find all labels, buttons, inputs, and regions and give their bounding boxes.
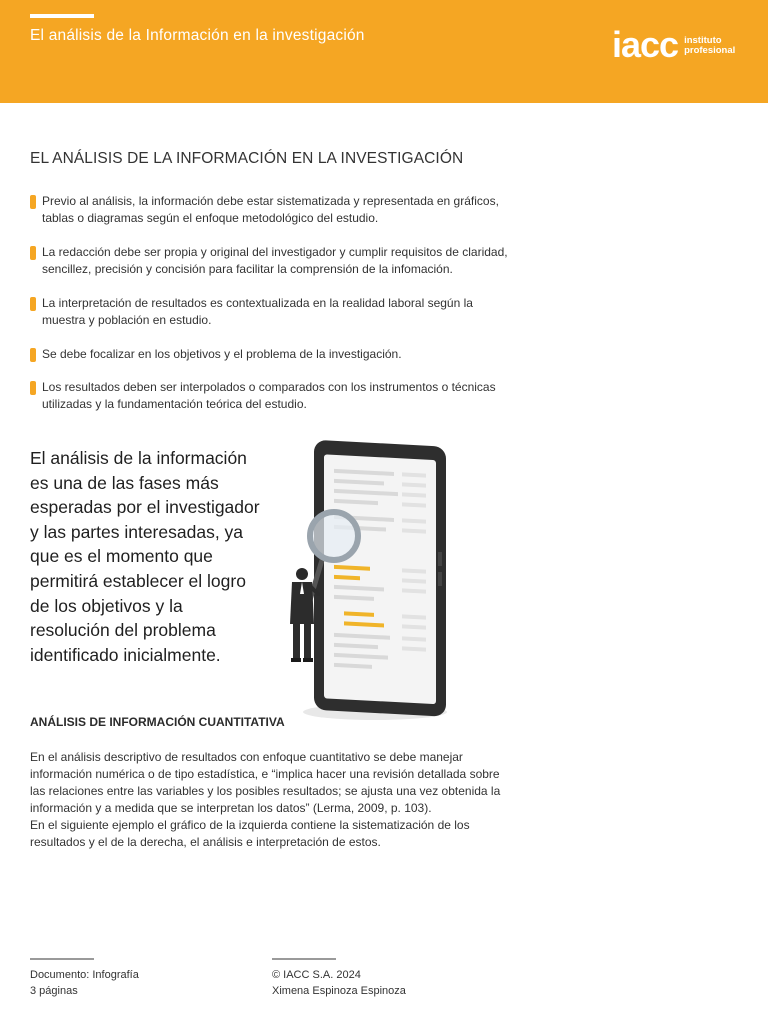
bullet-text: La redacción debe ser propia y original del investigador y cumplir requisitos de claridad, sencillez, precisión y concisión para facilitar la comprensión de la infomación. [42, 245, 508, 276]
footer-author: Ximena Espinoza Espinoza [272, 985, 406, 997]
bullet-marker-icon [30, 381, 36, 395]
highlight-quote: El análisis de la información es una de las fases más esperadas por el investigador y las partes interesadas, ya que es el momento que permitirá establecer el logro de los objetivos y la resolución del problema identificado inicialmente. [30, 448, 260, 665]
footer-document-type: Documento: Infografía [30, 969, 139, 981]
header-title: El análisis de la Información en la investigación [30, 27, 365, 44]
header-rule [30, 14, 94, 18]
bullet-list [30, 193, 510, 415]
person-leg [293, 624, 300, 660]
section-title: ANÁLISIS DE INFORMACIÓN CUANTITATIVA [30, 715, 285, 729]
person-leg [304, 624, 311, 660]
header-banner [0, 0, 768, 103]
footer-rule-right [272, 958, 336, 960]
logo-line-1: instituto [684, 35, 722, 46]
tablet-side-button [438, 552, 442, 566]
bullet-marker-icon [30, 246, 36, 260]
logo-line-2: profesional [684, 45, 736, 56]
logo-mark: iacc [612, 24, 679, 65]
bullet-text: Se debe focalizar en los objetivos y el problema de la investigación. [42, 347, 402, 361]
person-shoe [291, 658, 301, 662]
person-head [296, 568, 308, 580]
bullet-item [30, 244, 510, 295]
footer-copyright: © IACC S.A. 2024 [272, 969, 361, 981]
bullet-text: Los resultados deben ser interpolados o comparados con los instrumentos o técnicas utilizadas y la fundamentación teórica del estudio. [42, 380, 496, 411]
footer-left [30, 967, 139, 999]
footer-right [272, 967, 406, 999]
tablet-side-button [438, 572, 442, 586]
bullet-item [30, 379, 510, 415]
paragraph: En el análisis descriptivo de resultados con enfoque cuantitativo se debe manejar información numérica o de tipo estadística, e “implica hacer una revisión detallada sobre las relaciones entre las variables y los posibles resultados; se ajusta una vez obtenida la información y a medida que se interpretan los datos” (Lerma, 2009, p. 103). [30, 750, 501, 815]
bullet-item [30, 346, 510, 379]
bullet-item [30, 295, 510, 346]
bullet-item [30, 193, 510, 244]
section-body [30, 749, 505, 851]
page-title: EL ANÁLISIS DE LA INFORMACIÓN EN LA INVESTIGACIÓN [30, 150, 464, 167]
paragraph: En el siguiente ejemplo el gráfico de la izquierda contiene la sistematización de los resultados y el de la derecha, el análisis e interpretación de estos. [30, 818, 470, 849]
bullet-marker-icon [30, 297, 36, 311]
tablet-magnifier-illustration [280, 432, 450, 722]
footer-page-count: 3 páginas [30, 985, 78, 997]
bullet-text: La interpretación de resultados es contextualizada en la realidad laboral según la muestra y población en estudio. [42, 296, 473, 327]
bullet-marker-icon [30, 348, 36, 362]
bullet-marker-icon [30, 195, 36, 209]
logo-subtitle [684, 36, 735, 56]
bullet-text: Previo al análisis, la información debe estar sistematizada y representada en gráficos, tablas o diagramas según el enfoque metodológico del estudio. [42, 194, 499, 225]
footer-rule-left [30, 958, 94, 960]
iacc-logo [612, 24, 736, 65]
person-shoe [303, 658, 313, 662]
magnifier-icon [310, 512, 358, 560]
